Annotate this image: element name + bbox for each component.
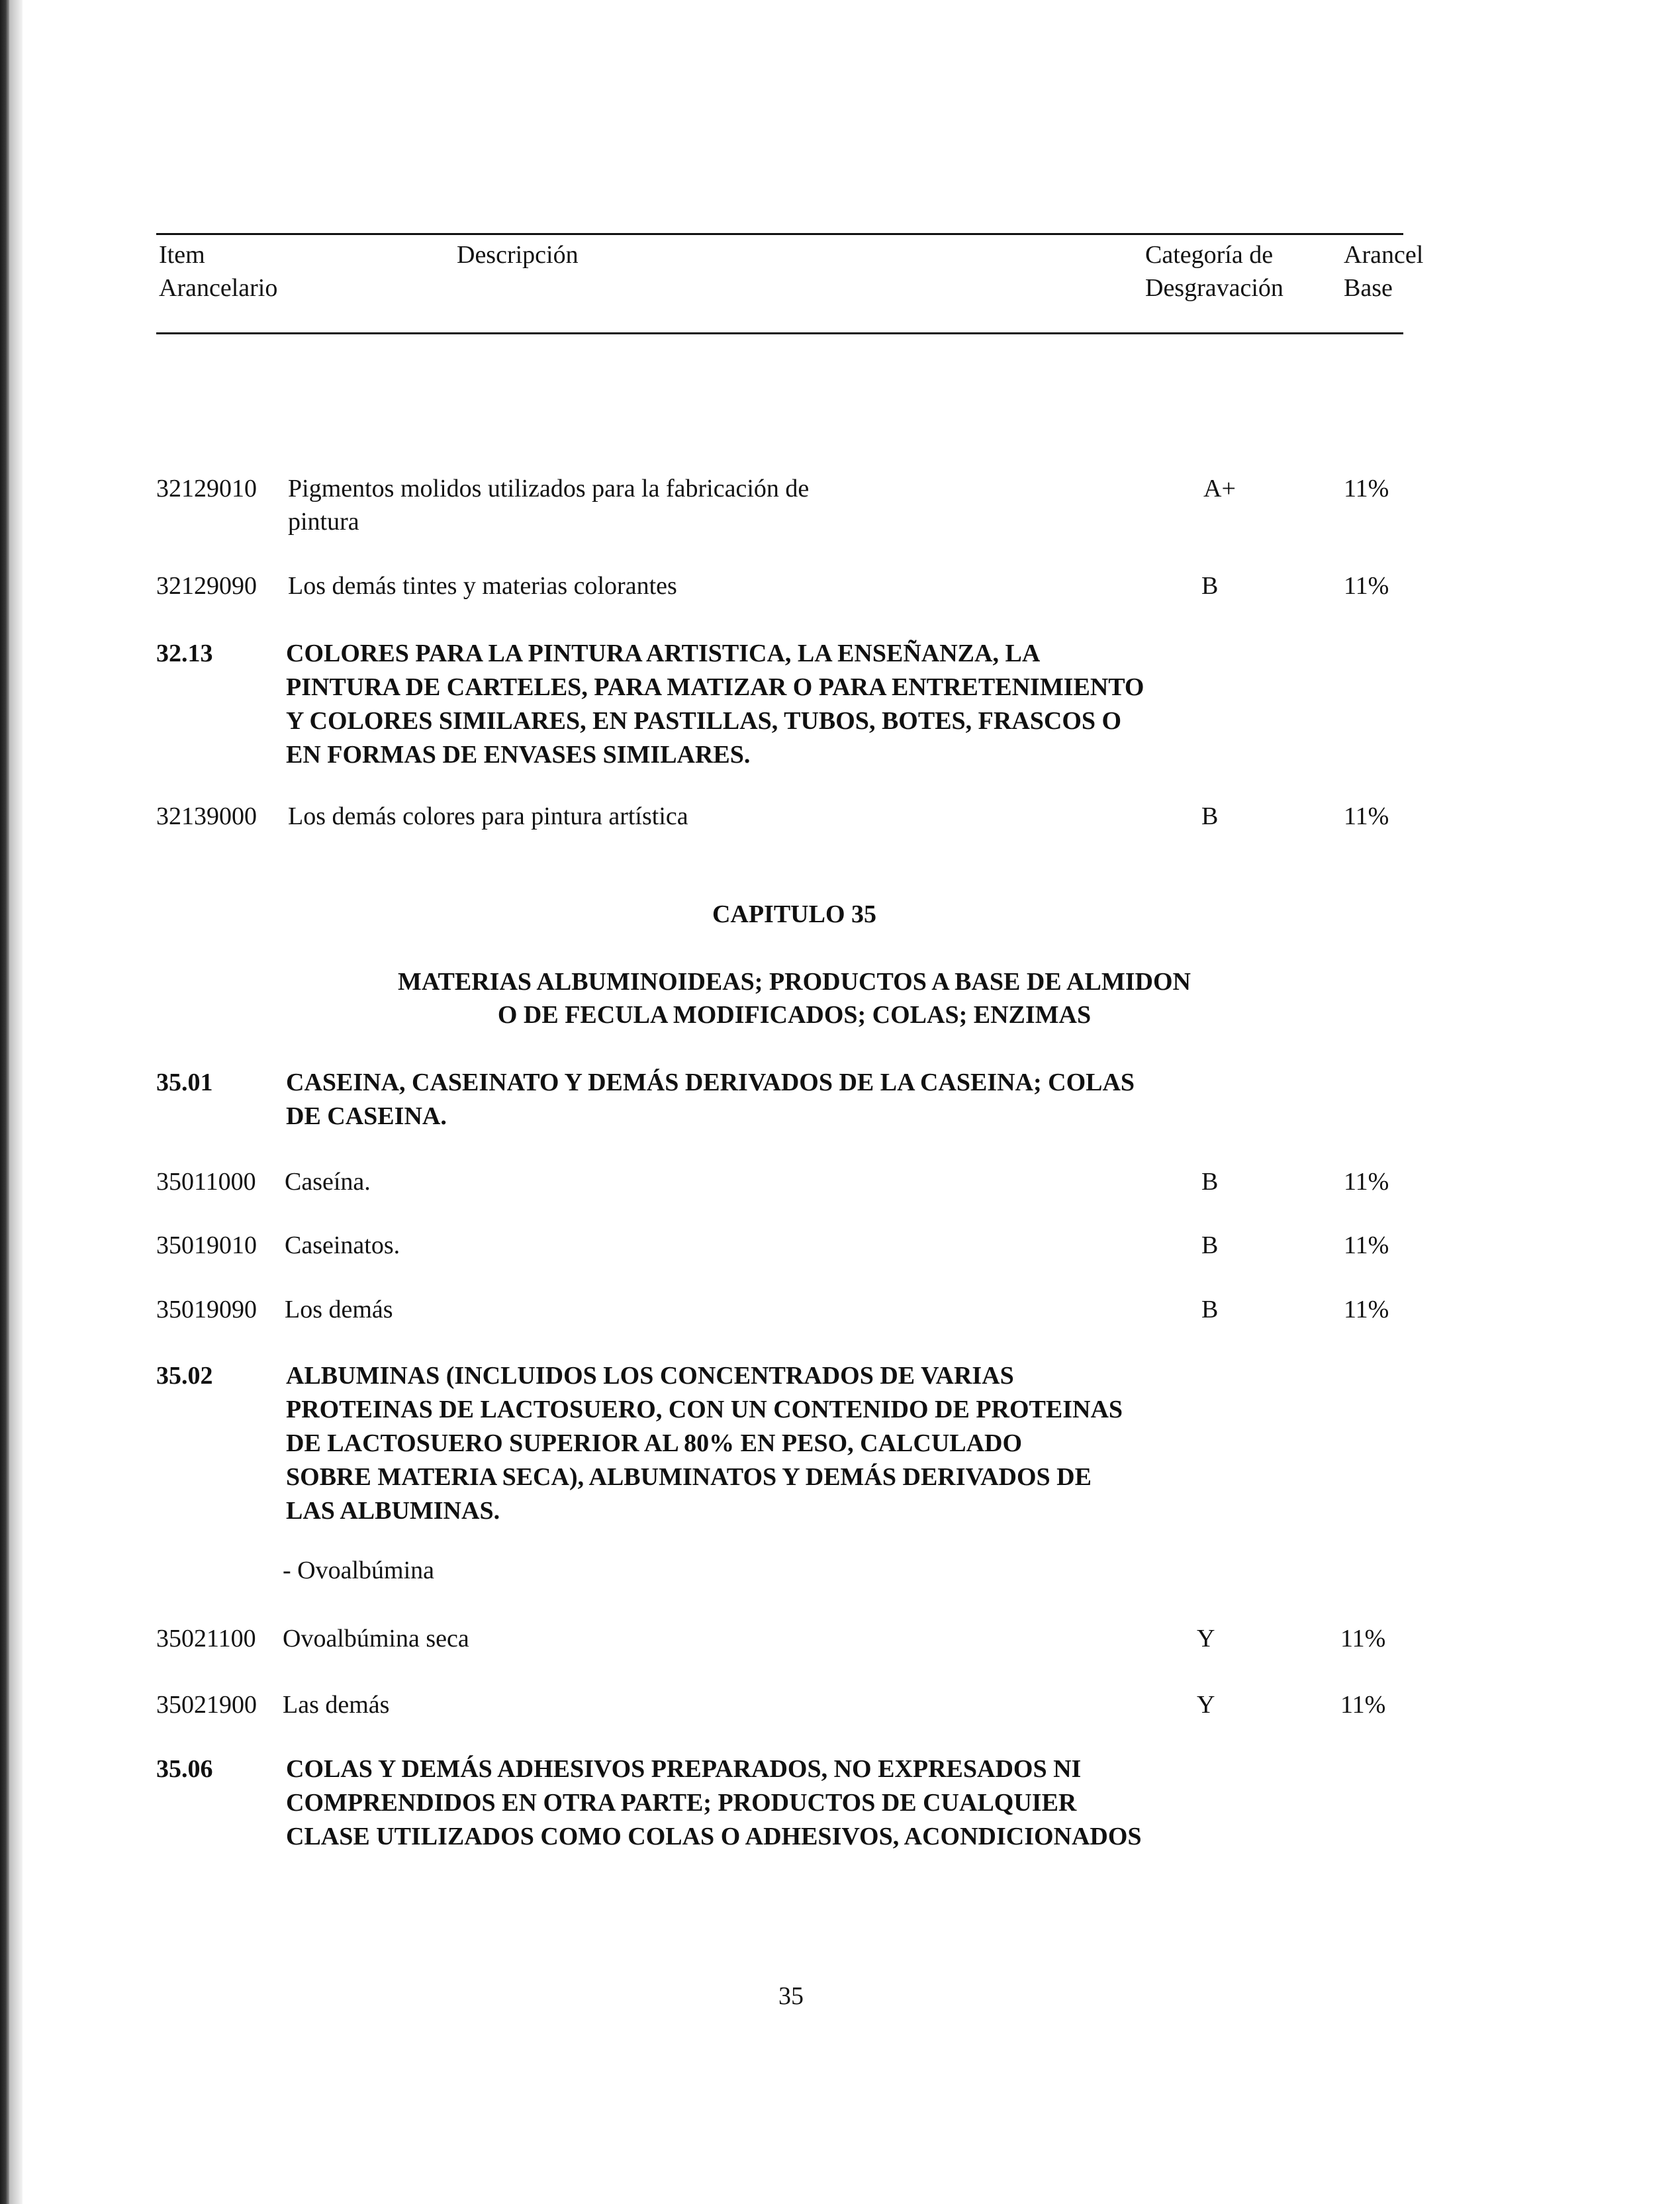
table-row-base: 11% xyxy=(1344,802,1389,830)
table-row-cat: A+ xyxy=(1203,475,1236,503)
heading-line: DE CASEINA. xyxy=(286,1102,447,1130)
table-row-cat: Y xyxy=(1197,1691,1215,1719)
heading-line: PROTEINAS DE LACTOSUERO, CON UN CONTENIDO DE PROTEINAS xyxy=(286,1396,1123,1423)
table-row-code: 35021100 xyxy=(156,1625,256,1653)
header-cat-line1: Categoría de xyxy=(1145,241,1274,269)
table-row-base: 11% xyxy=(1340,1691,1386,1719)
desc-line: pintura xyxy=(288,508,359,536)
heading-number: 35.02 xyxy=(156,1362,213,1390)
table-row-code: 35021900 xyxy=(156,1691,257,1719)
heading-line: PINTURA DE CARTELES, PARA MATIZAR O PARA ENTRETENIMIENTO xyxy=(286,673,1144,701)
table-row-cat: B xyxy=(1201,1296,1219,1323)
table-row-code: 32129090 xyxy=(156,572,257,600)
header-base-line2: Base xyxy=(1344,274,1393,302)
table-row-base: 11% xyxy=(1340,1625,1386,1653)
header-item-line1: Item xyxy=(159,241,205,269)
table-row-base: 11% xyxy=(1344,1231,1389,1259)
table-row-base: 11% xyxy=(1344,1168,1389,1196)
header-cat-line2: Desgravación xyxy=(1145,274,1283,302)
heading-line: LAS ALBUMINAS. xyxy=(286,1497,500,1525)
heading-line: SOBRE MATERIA SECA), ALBUMINATOS Y DEMÁS DERIVADOS DE xyxy=(286,1463,1092,1491)
heading-text xyxy=(286,1066,1239,1133)
table-row-base: 11% xyxy=(1344,1296,1389,1323)
header-item xyxy=(159,238,277,305)
table-row-desc xyxy=(288,472,809,538)
heading-line: CLASE UTILIZADOS COMO COLAS O ADHESIVOS, ACONDICIONADOS xyxy=(286,1823,1142,1850)
heading-number: 32.13 xyxy=(156,640,213,667)
table-row-desc: Los demás tintes y materias colorantes xyxy=(288,572,677,600)
heading-number: 35.01 xyxy=(156,1069,213,1096)
table-row-cat: Y xyxy=(1197,1625,1215,1653)
header-top-rule xyxy=(156,233,1403,235)
heading-number: 35.06 xyxy=(156,1755,213,1783)
heading-line: CASEINA, CASEINATO Y DEMÁS DERIVADOS DE LA CASEINA; COLAS xyxy=(286,1069,1135,1096)
header-base xyxy=(1344,238,1423,305)
header-desc: Descripción xyxy=(457,241,579,269)
table-row-desc: Caseinatos. xyxy=(285,1231,400,1259)
table-row-base: 11% xyxy=(1344,475,1389,503)
table-row-code: 32129010 xyxy=(156,475,257,503)
table-row-cat: B xyxy=(1201,1231,1219,1259)
table-row-base: 11% xyxy=(1344,572,1389,600)
header-item-line2: Arancelario xyxy=(159,274,278,302)
page-number: 35 xyxy=(778,1982,804,2010)
desc-line: Pigmentos molidos utilizados para la fabricación de xyxy=(288,475,810,503)
table-row-code: 32139000 xyxy=(156,802,257,830)
heading-line: COLAS Y DEMÁS ADHESIVOS PREPARADOS, NO EXPRESADOS NI xyxy=(286,1755,1082,1783)
table-row-cat: B xyxy=(1201,802,1219,830)
header-bottom-rule xyxy=(156,332,1403,334)
heading-text xyxy=(286,1752,1239,1854)
chapter-title: CAPITULO 35 xyxy=(712,900,877,928)
heading-line: Y COLORES SIMILARES, EN PASTILLAS, TUBOS, BOTES, FRASCOS O xyxy=(286,707,1122,735)
table-row-desc: Los demás xyxy=(285,1296,393,1323)
scan-edge xyxy=(0,0,9,2204)
scan-edge-shadow xyxy=(9,0,23,2204)
heading-line: EN FORMAS DE ENVASES SIMILARES. xyxy=(286,741,751,769)
heading-text xyxy=(286,637,1239,772)
table-row-code: 35011000 xyxy=(156,1168,256,1196)
table-row-cat: B xyxy=(1201,572,1219,600)
table-row-desc: Las demás xyxy=(283,1691,390,1719)
header-base-line1: Arancel xyxy=(1344,241,1424,269)
heading-line: COMPRENDIDOS EN OTRA PARTE; PRODUCTOS DE CUALQUIER xyxy=(286,1789,1077,1817)
table-row-desc: Los demás colores para pintura artística xyxy=(288,802,688,830)
table-row-desc: Ovoalbúmina seca xyxy=(283,1625,469,1653)
table-row-code: 35019010 xyxy=(156,1231,257,1259)
chapter-subtitle-line2: O DE FECULA MODIFICADOS; COLAS; ENZIMAS xyxy=(497,1001,1092,1029)
subheading-ovoalbumina: - Ovoalbúmina xyxy=(283,1557,435,1584)
header-cat xyxy=(1145,238,1283,305)
table-row-desc: Caseína. xyxy=(285,1168,371,1196)
heading-line: COLORES PARA LA PINTURA ARTISTICA, LA ENSEÑANZA, LA xyxy=(286,640,1041,667)
heading-line: ALBUMINAS (INCLUIDOS LOS CONCENTRADOS DE VARIAS xyxy=(286,1362,1014,1390)
table-row-code: 35019090 xyxy=(156,1296,257,1323)
chapter-subtitle-line1: MATERIAS ALBUMINOIDEAS; PRODUCTOS A BASE DE ALMIDON xyxy=(398,968,1191,996)
heading-text xyxy=(286,1359,1239,1528)
heading-line: DE LACTOSUERO SUPERIOR AL 80% EN PESO, CALCULADO xyxy=(286,1429,1023,1457)
table-row-cat: B xyxy=(1201,1168,1219,1196)
